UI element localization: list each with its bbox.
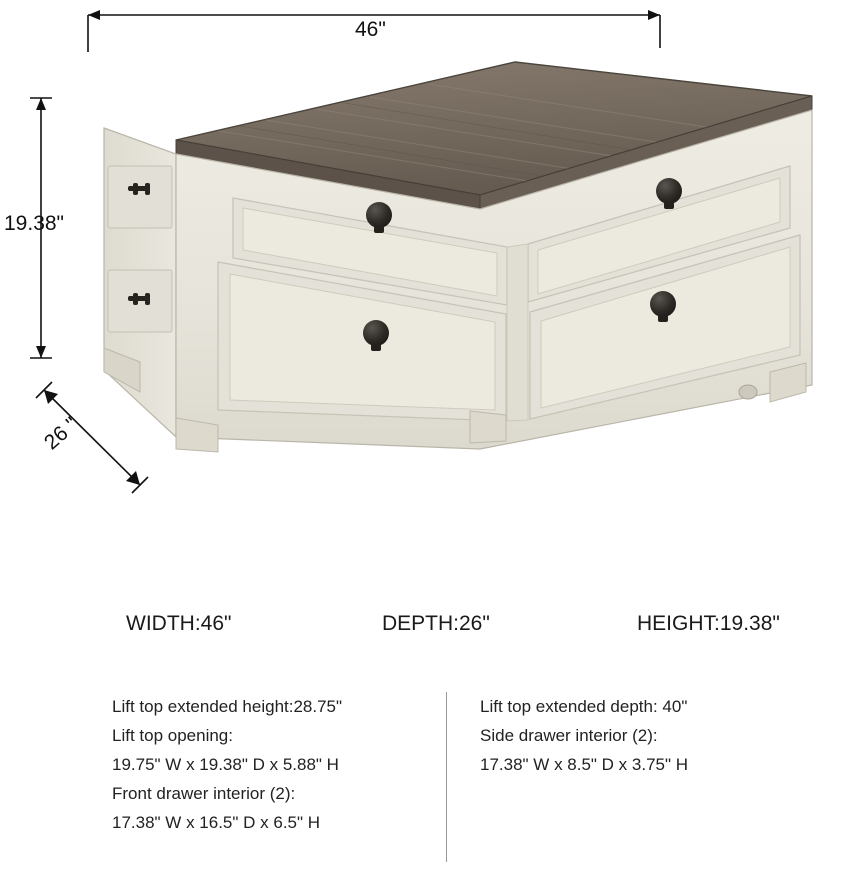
spec-depth: DEPTH:26" (382, 612, 490, 635)
detail-line: Lift top opening: (112, 726, 233, 745)
detail-line: 19.75" W x 19.38" D x 5.88" H (112, 755, 339, 774)
detail-line: 17.38" W x 16.5" D x 6.5" H (112, 813, 321, 832)
detail-line: Side drawer interior (2): (480, 726, 658, 745)
detail-line: Front drawer interior (2): (112, 784, 296, 803)
column-divider (446, 692, 447, 862)
height-callout-label: 19.38" (4, 212, 65, 235)
detail-column-left (112, 692, 432, 837)
detail-line: Lift top extended depth: 40" (480, 697, 688, 716)
spec-height: HEIGHT:19.38" (637, 612, 780, 635)
depth-callout-label: 26 " (40, 412, 83, 455)
detail-line: Lift top extended height:28.75" (112, 697, 343, 716)
width-callout-label: 46" (355, 18, 386, 41)
spec-summary-row (0, 612, 855, 662)
detail-line: 17.38" W x 8.5" D x 3.75" H (480, 755, 689, 774)
spec-width: WIDTH:46" (126, 612, 232, 635)
spec-detail-section (0, 692, 855, 872)
detail-column-right (480, 692, 810, 779)
